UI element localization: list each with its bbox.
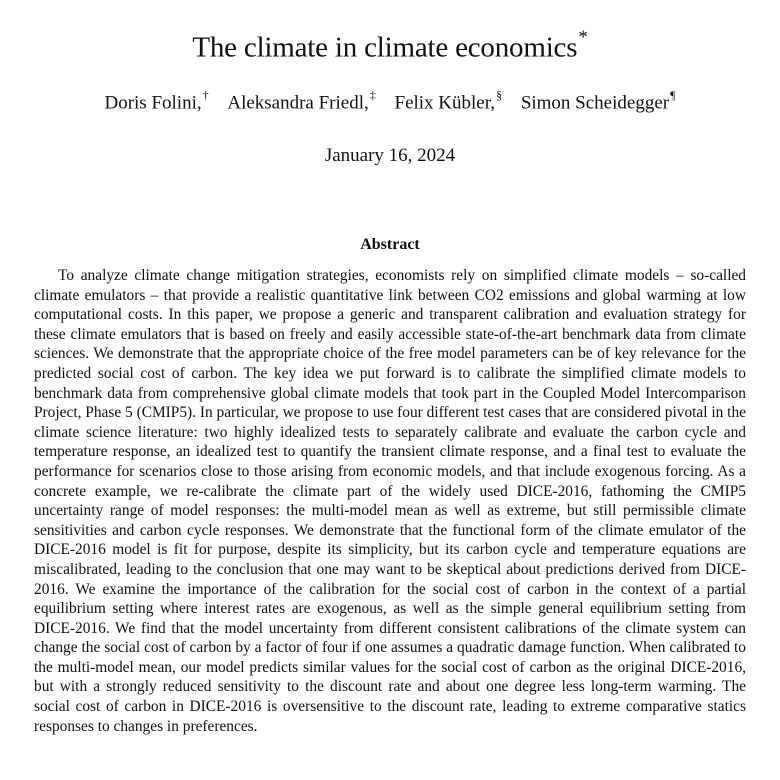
paper-title-text: The climate in climate economics (192, 31, 578, 64)
author-name: Aleksandra Friedl, (227, 92, 369, 114)
author-name: Doris Folini, (104, 92, 202, 114)
author-friedl (227, 84, 375, 116)
author-name: Simon Scheidegger (520, 92, 670, 114)
author-folini (104, 84, 208, 116)
author-footnote-mark: ‡ (369, 88, 376, 102)
paper-title (0, 22, 780, 67)
author-footnote-mark: ¶ (670, 88, 676, 102)
title-footnote-mark: * (578, 27, 588, 48)
author-kubler (395, 84, 503, 116)
author-list (0, 84, 780, 116)
author-footnote-mark: † (202, 88, 209, 102)
author-name: Felix Kübler, (394, 92, 496, 114)
abstract-body: To analyze climate change mitigation strategies, economists rely on simplified climate models – so-called climate emulators – that provide a realistic quantitative link between CO2 emissions and global warming at low computational costs. In this paper, we propose a generic and transparent calibration and evaluation strategy for these climate emulators that is based on freely and easily accessible state-of-the-art benchmark data from climate sciences. We demonstrate that the appropriate choice of the free model parameters can be of key relevance for the predicted social cost of carbon. The key idea we put forward is to calibrate the simplified climate models to benchmark data from comprehensive global climate models that took part in the Coupled Model Intercomparison Project, Phase 5 (CMIP5). In particular, we propose to use four different test cases that are considered pivotal in the climate science literature: two highly idealized tests to separately calibrate and evaluate the carbon cycle and temperature response, an idealized test to quantify the transient climate response, and a final test to evaluate the performance for scenarios close to those arising from economic models, and that include exogenous forcing. As a concrete example, we re-calibrate the climate part of the widely used DICE-2016, fathoming the CMIP5 uncertainty range of model responses: the multi-model mean as well as extreme, but still permissible climate sensitivities and carbon cycle responses. We demonstrate that the functional form of the climate emulator of the DICE-2016 model is fit for purpose, despite its simplicity, but its carbon cycle and temperature equations are miscalibrated, leading to the conclusion that one may want to be skeptical about predictions derived from DICE-2016. We examine the importance of the calibration for the social cost of carbon in the context of a partial equilibrium setting where interest rates are exogenous, as well as the simple general equilibrium setting from DICE-2016. We find that the model uncertainty from different consistent calibrations of the climate system can change the social cost of carbon by a factor of four if one assumes a quadratic damage function. When calibrated to the multi-model mean, our model predicts similar values for the social cost of carbon as the original DICE-2016, but with a strongly reduced sensitivity to the discount rate and about one degree less long-term warming. The social cost of carbon in DICE-2016 is oversensitive to the discount rate, leading to extreme comparative statics responses to changes in preferences. (34, 267, 746, 735)
author-scheidegger (521, 84, 676, 116)
author-footnote-mark: § (496, 88, 503, 102)
publication-date: January 16, 2024 (324, 145, 456, 166)
abstract-heading: Abstract (360, 236, 420, 253)
